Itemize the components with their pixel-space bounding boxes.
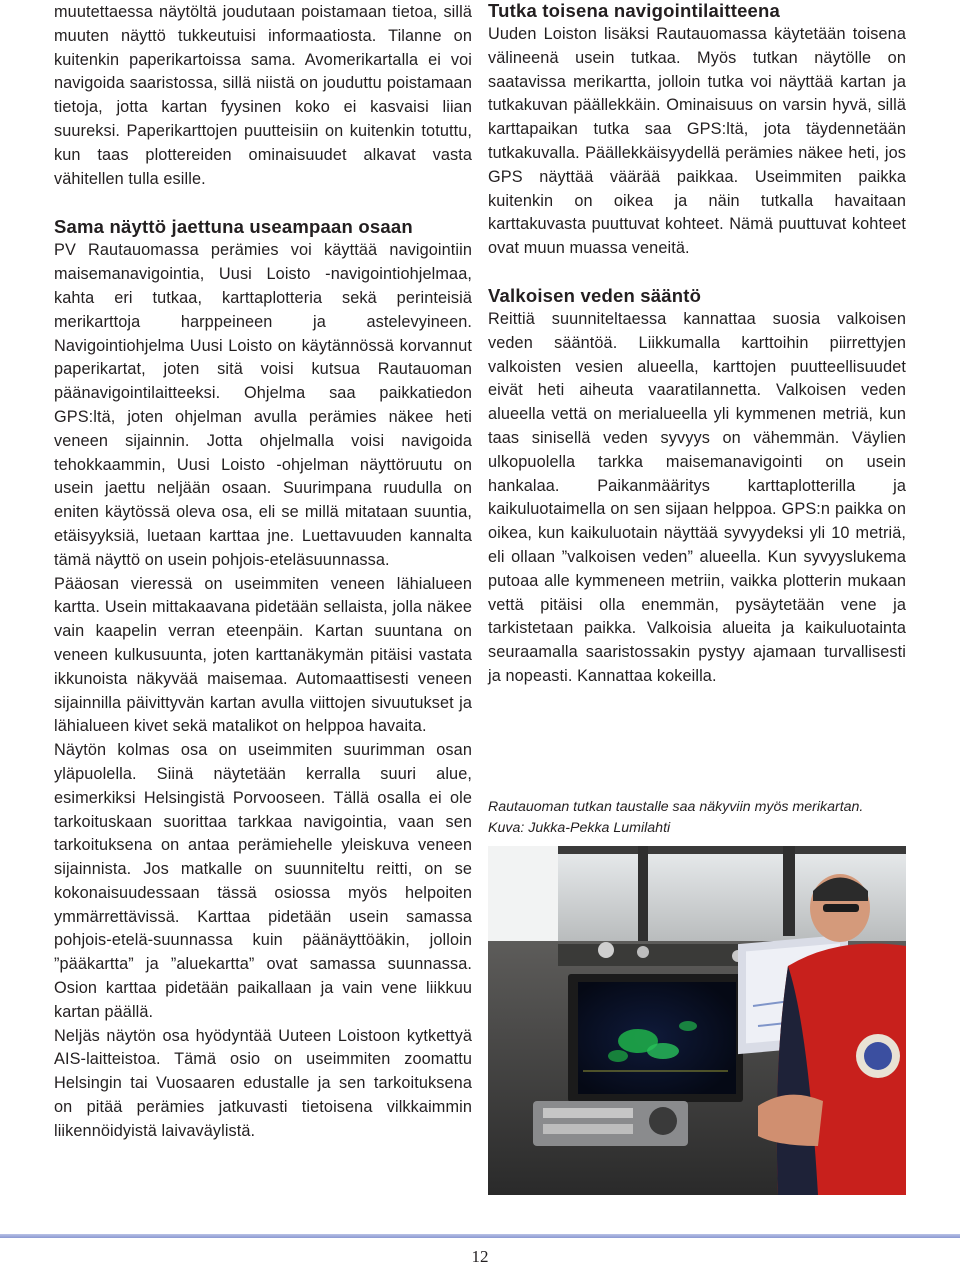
footer-rule	[0, 1234, 960, 1238]
right-column	[488, 0, 906, 689]
left-column	[54, 0, 472, 1144]
paragraph-navigation-tools: PV Rautauomassa perämies voi käyttää navigointiin maisemanavigointia, Uusi Loisto -navigointiohjelmaa, kahta eri tutkaa, karttaplotteria sekä perinteisiä merikarttoja harppeineen ja astelevyineen. Navigointiohjelma Uusi Loisto on käytännössä korvannut paperikartat, joten sitä voisi kutsua Rautauoman päänavigointilaitteeksi. Ohjelma saa paikkatiedon GPS:ltä, joten ohjelman avulla perämies näkee heti veneen sijainnin. Jotta ohjelmalla voisi navigoida tehokkaammin, Uusi Loisto -ohjelman näyttöruutu on usein jaettu neljään osaan. Suurimpana ruudulla on eniten käytössä oleva osa, eli se millä mitataan suuntia, etäisyyksiä, luetaan karttaa jne. Luettavuuden kannalta tämä näyttö on usein pohjois-eteläsuunnassa.	[54, 241, 472, 569]
photo-illustration	[488, 846, 906, 1195]
photo-caption	[488, 797, 908, 839]
paragraph-ais: Neljäs näytön osa hyödyntää Uuteen Loistoon kytkettyä AIS-laitteistoa. Tämä osio on useimmiten zoomattu Helsingin tai Vuosaaren edustalle ja sen tarkoituksena on pitää perämies jatkuvasti tietoisena vilkkaimmin liikennöidyistä laivaväylistä.	[54, 1026, 472, 1140]
paragraph-radar: Uuden Loiston lisäksi Rautauomassa käytetään toisena välineenä usein tutkaa. Myös tutkan näytölle on saatavissa merikartta, jolloin tutka voi näyttää kartan ja tutkakuvan päällekkäin. Ominaisuus on varsin hyvä, sillä karttapaikan tutka saa GPS:ltä, jota täydennetään tutkakuvalla. Päällekkäisyydellä perämies näkee heti, jos GPS näyttää väärää paikkaa. Useimmiten paikka kuitenkin on oikea ja näin tutkalla havaitaan karttakuvasta puuttuvat kohteet. Nämä puuttuvat kohteet ovat muun muassa veneitä.	[488, 25, 906, 258]
paragraph-white-water: Reittiä suunniteltaessa kannattaa suosia valkoisen veden sääntöä. Liikkumalla karttoihin piirrettyjen valkoisten vesien alueella, karttojen puutteellisuudet eivät heti aiheuta vaaratilannetta. Valkoisen veden alueella vettä on merialueella yli kymmenen metriä, kun taas sinisellä veden syvyys on vähemmän. Väylien ulkopuolella tarkka maisemanavigointi on usein hankalaa. Paikanmääritys karttaplotterilla ja kaikuluotaimella on sen sijaan helppoa. GPS:n paikka on oikea, kun kaikuluotain näyttää syvyydeksi yli 10 metriä, eli ollaan ”valkoisen veden” alueella. Kun syvyyslukema putoaa alle kymmeneen metriin, vaikka plotterin mukaan vettä pitäisi olla enemmän, pysäytetään vene ja tarkistetaan paikka. Valkoisia alueita ja kaikuluotainta seuraamalla saaristossakin pystyy ajamaan turvallisesti ja nopeasti. Kannattaa kokeilla.	[488, 309, 906, 685]
section-heading-radar: Tutka toisena navigointilaitteena	[488, 0, 781, 21]
caption-text: Rautauoman tutkan taustalle saa näkyviin myös merikartan.	[488, 799, 864, 815]
section-heading-shared-display: Sama näyttö jaettuna useampaan osaan	[54, 216, 413, 238]
paragraph-local-chart: Pääosan vieressä on useimmiten veneen lähialueen kartta. Usein mittakaavana pidetään sellaista, jolla näkee vain kaapelin verran eteenpäin. Kartan suuntana on veneen kulkusuunta, joten karttanäkymän pitäisi vastata ikkunoista näkyvää maisemaa. Automaattisesti veneen sijainnilla päivittyvän kartan avulla viittojen sivuutukset ja lähialueen kivet sekä matalikot on helppoa havaita.	[54, 574, 472, 736]
caption-credit: Kuva: Jukka-Pekka Lumilahti	[488, 820, 671, 836]
section-heading-white-water: Valkoisen veden sääntö	[488, 284, 702, 306]
page-number: 12	[471, 1247, 489, 1266]
intro-paragraph: muutettaessa näytöltä joudutaan poistamaan tietoa, sillä muuten näyttö tukkeutuisi informaatiosta. Tilanne on kuitenkin paperikartoissa sama. Avomerikartalla ei voi navigoida saaristossa, sillä niistä on jouduttu poistamaan tietoja, jotta kartan fyysinen koko ei kasvaisi liian suureksi. Paperikarttojen puutteisiin on kuitenkin totuttu, kun taas plottereiden ominaisuudet alkavat vasta vähitellen tulla esille.	[54, 3, 472, 188]
paragraph-overview-chart: Näytön kolmas osa on useimmiten suurimman osan yläpuolella. Siinä näytetään kerralla suuri alue, esimerkiksi Helsingistä Porvooseen. Tällä osalla ei ole tarkoituskaan suorittaa tarkkaa navigointia, vaan sen tarkoituksena on antaa perämiehelle yleiskuva veneen sijainnista. Jos matkalle on suunniteltu reitti, on se kokonaisuudessaan tässä osiossa myös helpoiten ymmärrettävissä. Karttaa pidetään usein samassa pohjois-etelä-suunnassa kuin päänäyttöäkin, jolloin ”pääkartta” ja ”aluekartta” ovat samassa suunnassa. Osion karttaa pidetään paikallaan ja vain vene liikkuu kartan päällä.	[54, 741, 472, 1021]
bridge-radar-photo	[488, 846, 906, 1195]
